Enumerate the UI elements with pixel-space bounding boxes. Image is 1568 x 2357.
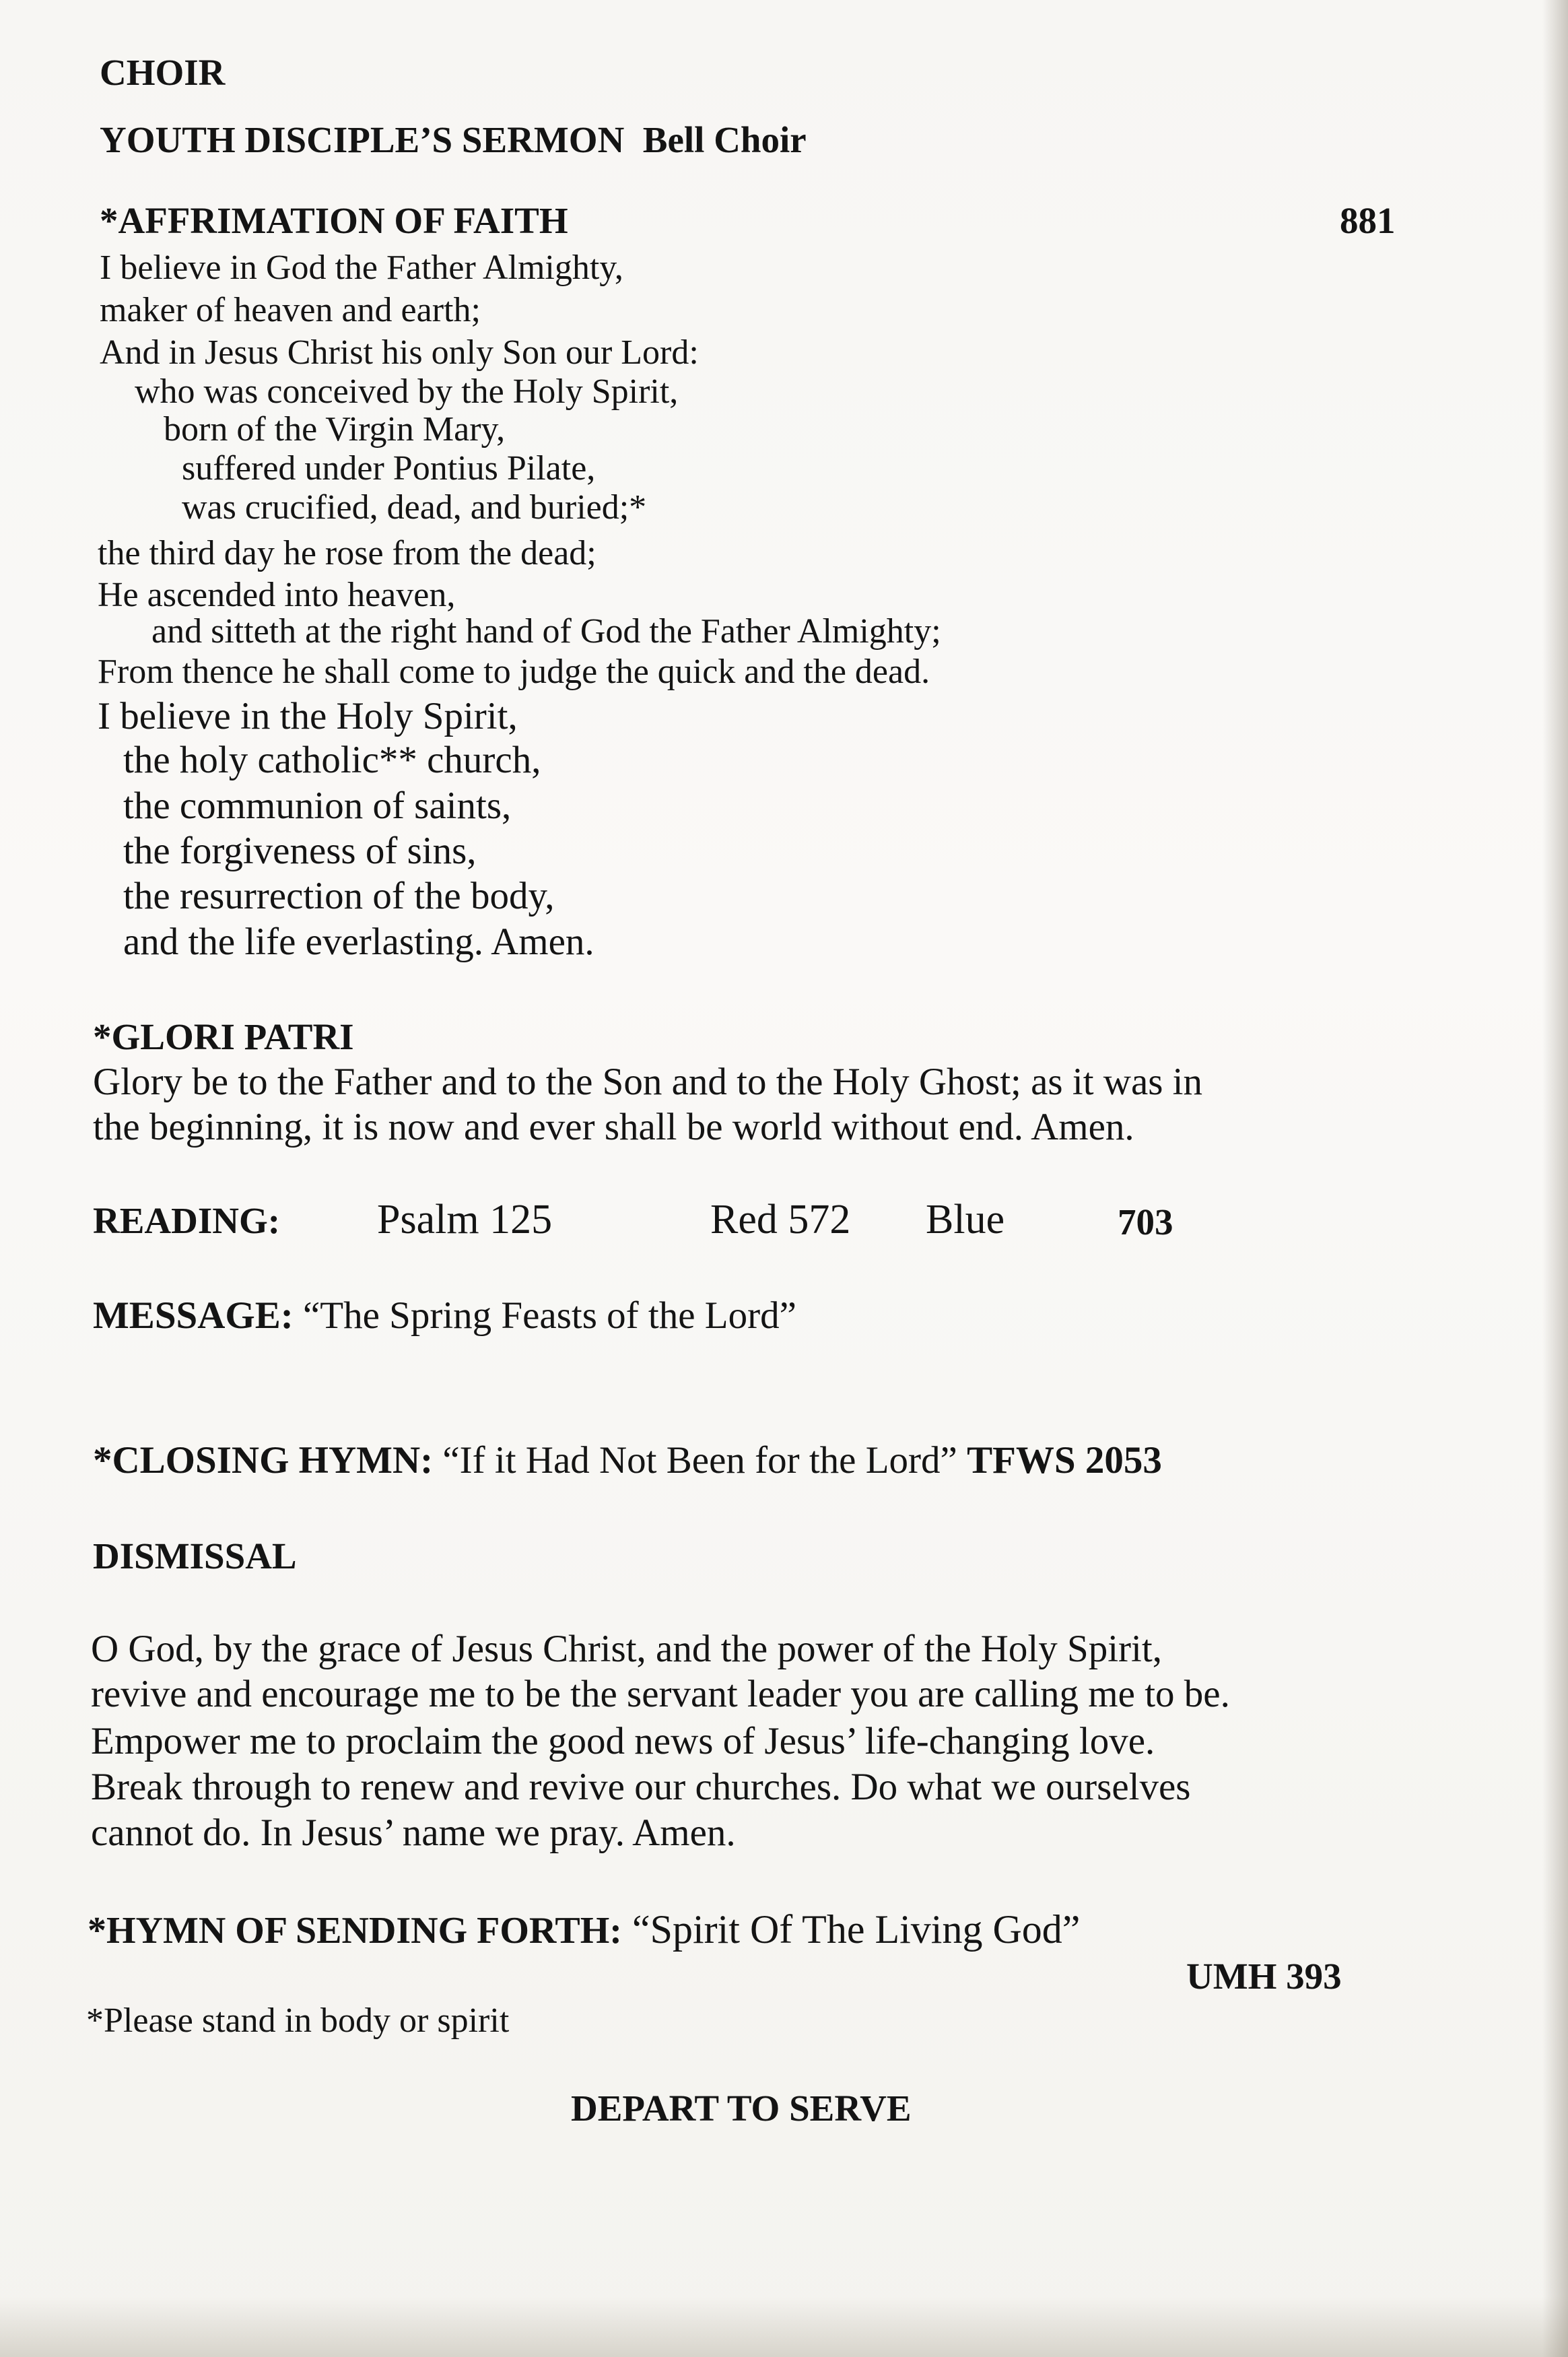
dismissal-line: revive and encourage me to be the servant leader you are calling me to be.: [91, 1673, 1230, 1715]
affirmation-line: and the life everlasting. Amen.: [123, 921, 594, 963]
affirmation-line: I believe in the Holy Spirit,: [98, 695, 518, 737]
affirmation-line: born of the Virgin Mary,: [164, 410, 506, 449]
affirmation-heading: *AFFRIMATION OF FAITH: [100, 200, 568, 241]
affirmation-line: maker of heaven and earth;: [100, 291, 481, 329]
affirmation-line: the third day he rose from the dead;: [98, 534, 596, 572]
gloria-line: Glory be to the Father and to the Son and to the Holy Ghost; as it was in: [93, 1061, 1203, 1103]
choir-heading: CHOIR: [100, 52, 226, 93]
closing-hymn-line: [93, 1441, 1162, 1480]
depart-heading: DEPART TO SERVE: [571, 2088, 912, 2129]
affirmation-line: who was conceived by the Holy Spirit,: [135, 372, 679, 411]
affirmation-line: He ascended into heaven,: [98, 576, 456, 614]
sending-hymn-label: *HYMN OF SENDING FORTH:: [88, 1910, 622, 1952]
affirmation-line: the resurrection of the body,: [123, 875, 555, 917]
message-label: MESSAGE:: [93, 1294, 294, 1337]
closing-hymn-title: “If it Had Not Been for the Lord”: [442, 1439, 957, 1482]
dismissal-line: Break through to renew and revive our churches. Do what we ourselves: [91, 1766, 1191, 1808]
gloria-line: the beginning, it is now and ever shall be world without end. Amen.: [93, 1106, 1134, 1148]
page-bottom-shade: [0, 2296, 1568, 2357]
page-edge-shadow: [1542, 0, 1568, 2357]
affirmation-line: was crucified, dead, and buried;*: [182, 488, 647, 527]
reading-blue: Blue: [926, 1197, 1005, 1242]
dismissal-heading: DISMISSAL: [93, 1535, 297, 1576]
message-line: [93, 1296, 796, 1335]
closing-hymn-ref: TFWS 2053: [967, 1439, 1162, 1482]
youth-sermon-heading: [100, 121, 807, 158]
youth-sermon-label: YOUTH DISCIPLE’S SERMON: [100, 119, 625, 160]
dismissal-line: cannot do. In Jesus’ name we pray. Amen.: [91, 1812, 736, 1854]
youth-sermon-detail: Bell Choir: [642, 119, 807, 160]
affirmation-number: 881: [1340, 200, 1396, 241]
stand-note: *Please stand in body or spirit: [86, 2001, 510, 2040]
affirmation-line: the forgiveness of sins,: [123, 830, 477, 872]
affirmation-line: From thence he shall come to judge the quick and the dead.: [98, 653, 930, 691]
affirmation-line: the communion of saints,: [123, 785, 512, 827]
closing-hymn-label: *CLOSING HYMN:: [93, 1439, 434, 1482]
gloria-heading: *GLORI PATRI: [93, 1016, 354, 1057]
dismissal-line: Empower me to proclaim the good news of Jesus’ life-changing love.: [91, 1720, 1155, 1762]
reading-number: 703: [1118, 1201, 1173, 1242]
sending-hymn-ref: UMH 393: [1186, 1956, 1342, 1997]
affirmation-line: I believe in God the Father Almighty,: [100, 248, 623, 287]
reading-red: Red 572: [710, 1197, 851, 1242]
affirmation-line: and sitteth at the right hand of God the Father Almighty;: [151, 612, 941, 651]
sending-hymn-title: “Spirit Of The Living God”: [632, 1907, 1081, 1952]
dismissal-line: O God, by the grace of Jesus Christ, and the power of the Holy Spirit,: [91, 1628, 1162, 1670]
affirmation-line: suffered under Pontius Pilate,: [182, 449, 596, 488]
reading-label: READING:: [93, 1200, 281, 1241]
affirmation-line: And in Jesus Christ his only Son our Lord:: [100, 333, 699, 372]
message-title: “The Spring Feasts of the Lord”: [302, 1294, 796, 1337]
reading-psalm: Psalm 125: [377, 1197, 553, 1242]
affirmation-line: the holy catholic** church,: [123, 739, 541, 781]
sending-hymn-line: [88, 1909, 1080, 1950]
